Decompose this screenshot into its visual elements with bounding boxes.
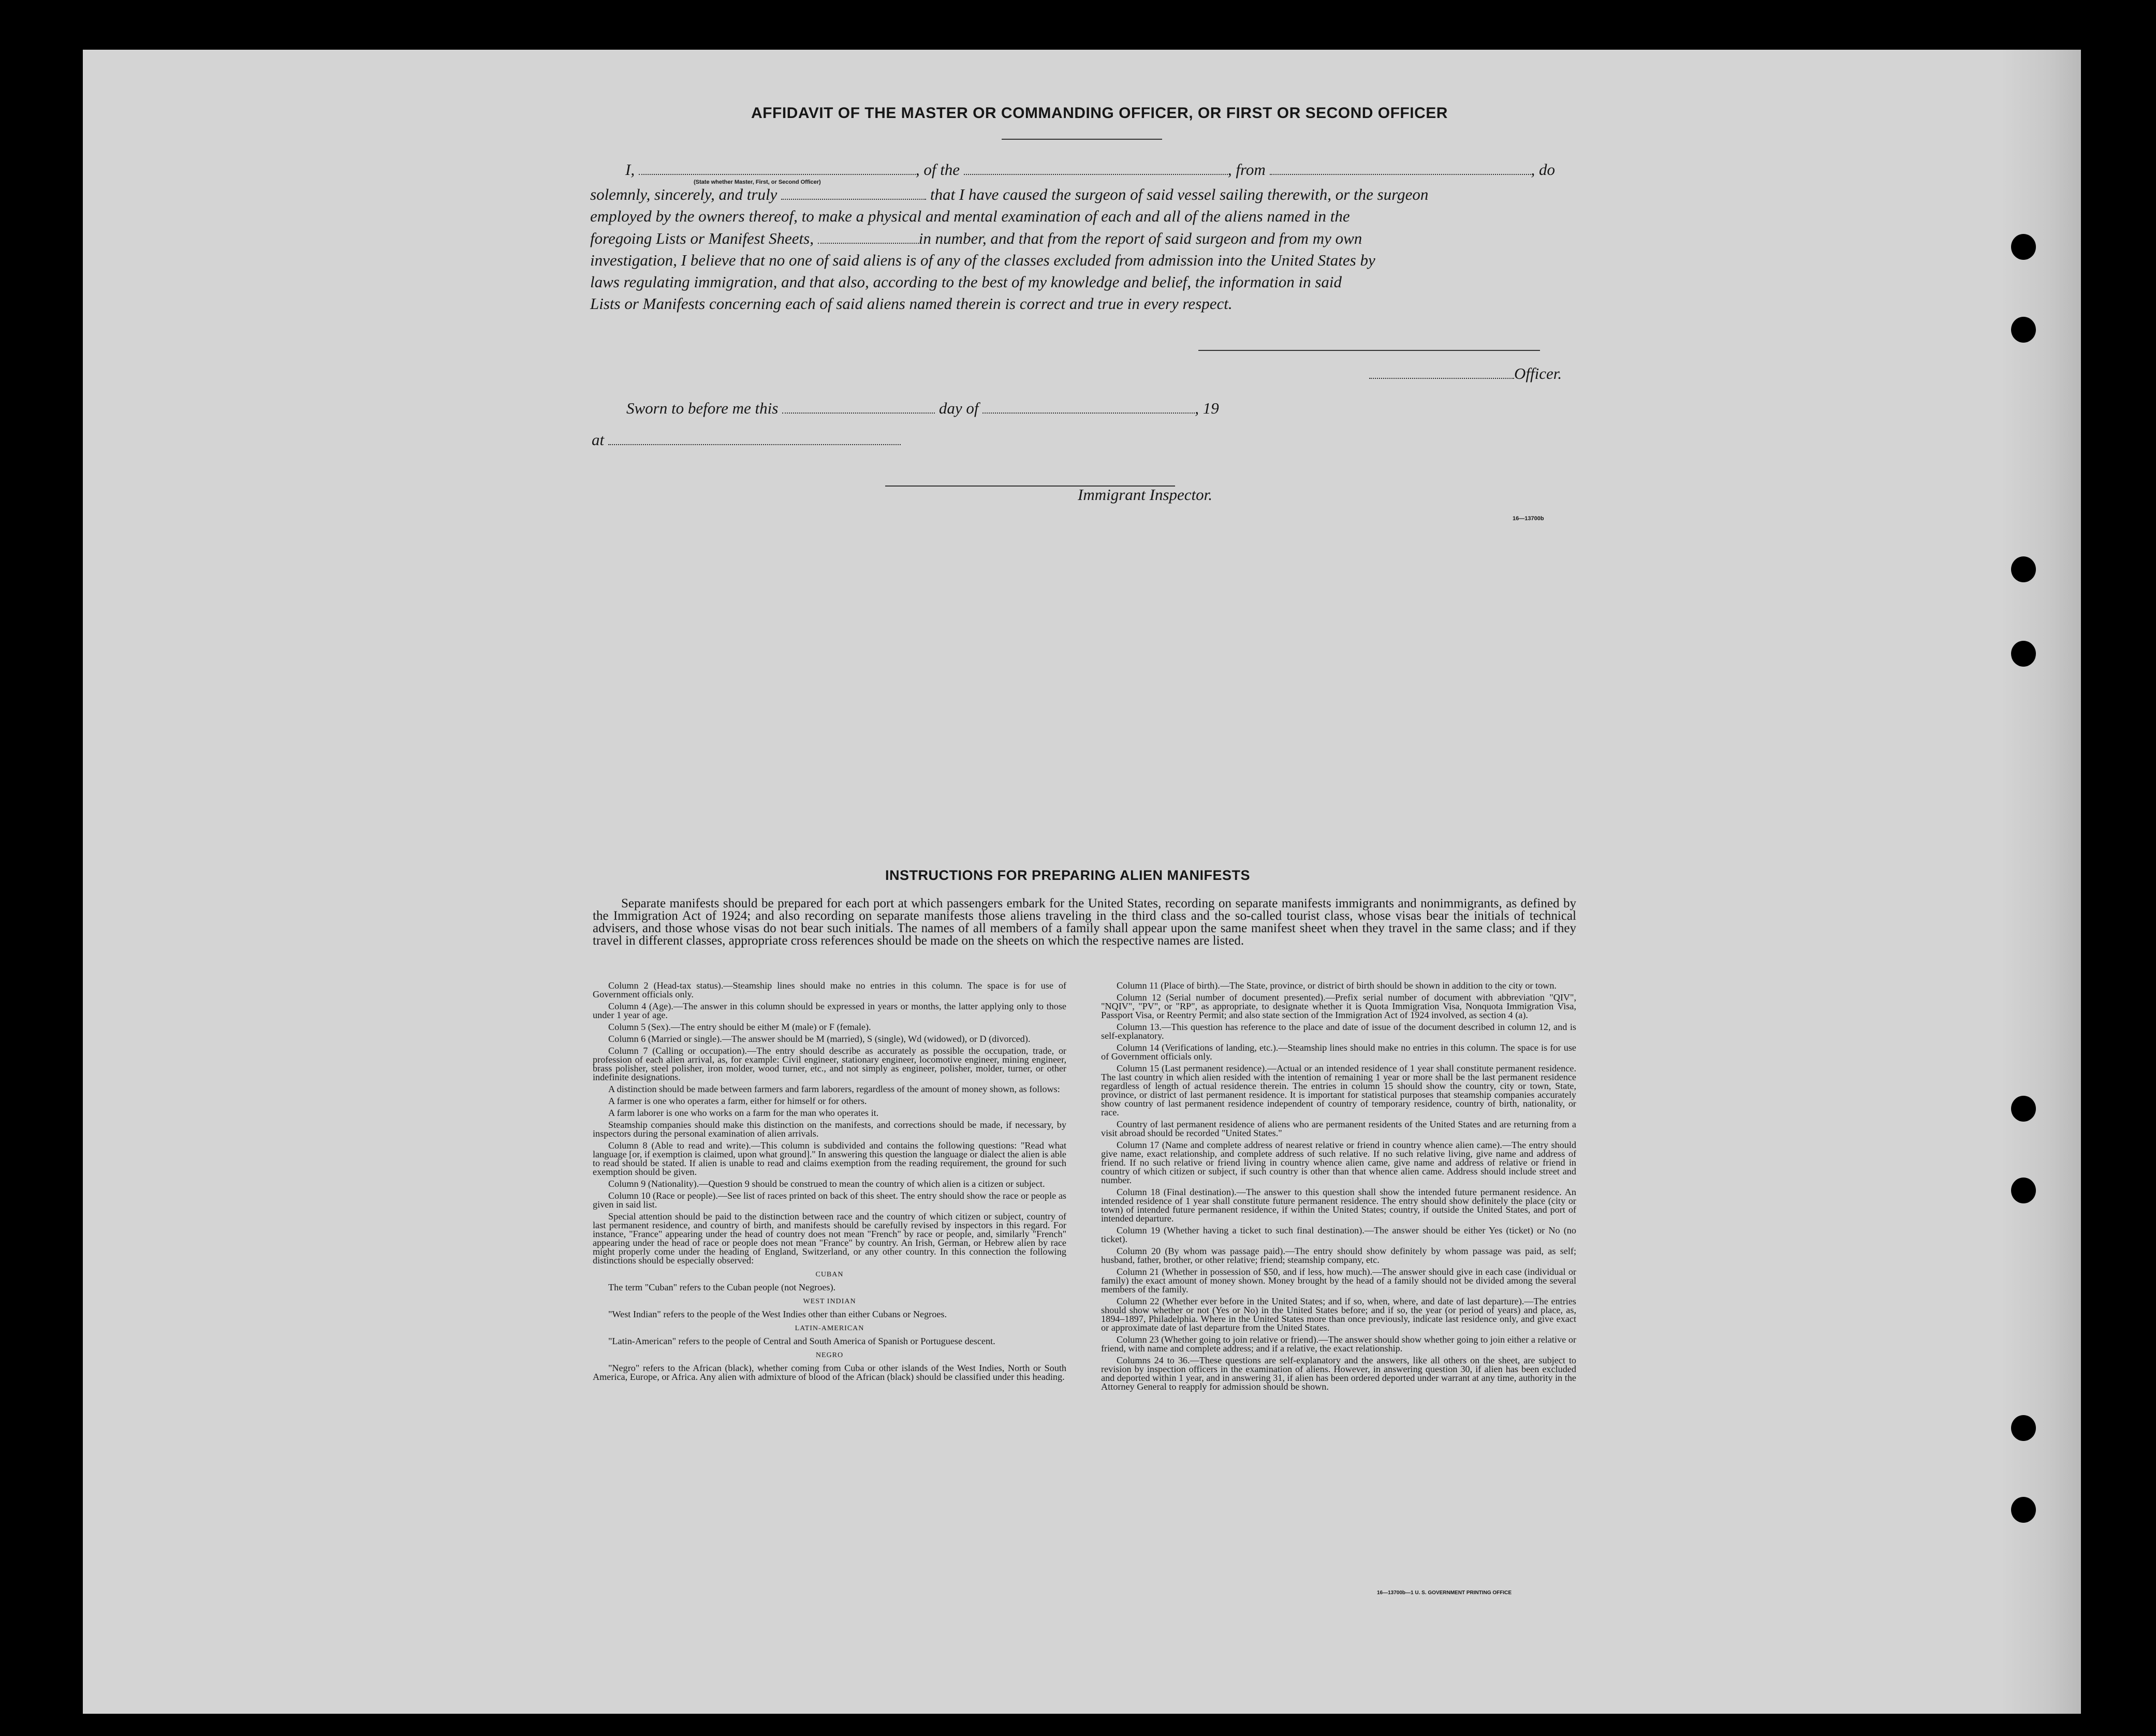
instruction-paragraph: Column 13.—This question has reference to the place and date of issue of the document described in column 12, and is self-explanatory. (1101, 1022, 1576, 1041)
instruction-paragraph: A farm laborer is one who works on a farm for the man who operates it. (608, 1108, 879, 1118)
footer-reference: 16—13700b—1 U. S. GOVERNMENT PRINTING OFFICE (1377, 1590, 1512, 1596)
officer-label: Officer. (1514, 364, 1562, 382)
instruction-paragraph: Column 20 (By whom was passage paid).—The entry should show definitely by whom passage was paid, as self; husband, father, brother, or other relative; friend; steamship company, etc. (1101, 1246, 1576, 1265)
instruction-paragraph: Columns 24 to 36.—These questions are self-explanatory and the answers, like all others on the sheet, are subject to revision by inspection officers in the examination of aliens. However, in answering question 30, if alien has been excluded and deported within 1 year, and in answering 31, if alien has been ordered deported under warrant at any time, authority in the Attorney General to reapply for admission should be shown. (1101, 1355, 1576, 1392)
punch-hole (2011, 1178, 2036, 1203)
instruction-paragraph: Column 15 (Last permanent residence).—Actual or an intended residence of 1 year shall constitute permanent residence. The last country in which alien resided with the intention of remaining 1 year or more shall be the last permanent residence regardless of length of actual residence therein. The entries in column 15 should show the country, city or town, State, province, or district of last permanent residence. It is important for statistical purposes that steamship companies accurately show country of last permanent residence independent of country of temporary residence, country of birth, nationality, or race. (1101, 1063, 1576, 1117)
instruction-paragraph: "Negro" refers to the African (black), whether coming from Cuba or other islands of the West Indies, North or South America, Europe, or Africa. Any alien with admixture of blood of the African (black) should be classified under this heading. (593, 1363, 1066, 1382)
day-of-label: day of (938, 399, 979, 417)
instruction-paragraph: Country of last permanent residence of aliens who are permanent residents of the United States and are returning from a visit abroad should be recorded "United States." (1101, 1119, 1576, 1138)
affidavit-text: in number, and that from the report of said surgeon and from my own (918, 229, 1362, 247)
affidavit-line-4 (590, 229, 1362, 248)
instruction-paragraph: A distinction should be made between farmers and farm laborers, regardless of the amount of money shown, as follows: (608, 1084, 1060, 1094)
section-heading: LATIN-AMERICAN (795, 1325, 864, 1332)
instruction-paragraph: Column 6 (Married or single).—The answer should be M (married), S (single), Wd (widowed), or D (divorced). (608, 1034, 1031, 1044)
sworn-line (626, 399, 1219, 418)
instruction-paragraph: Column 7 (Calling or occupation).—The entry should describe as accurately as possible the occupation, trade, or profession of each alien arrival, as, for example: Civil engineer, stationary engineer, locomotive engineer, mining engineer, brass polisher, steel polisher, iron molder, wood turner, etc., and not simply as engineer, polisher, molder, turner, or other indefinite designations. (593, 1046, 1066, 1082)
instruction-paragraph: Column 4 (Age).—The answer in this column should be expressed in years or months, the latter applying only to those under 1 year of age. (593, 1001, 1066, 1020)
at-label: at (592, 431, 605, 449)
affidavit-line-6: laws regulating immigration, and that also, according to the best of my knowledge and belief, the information in said (590, 273, 1342, 291)
instruction-paragraph: The term "Cuban" refers to the Cuban people (not Negroes). (608, 1282, 836, 1292)
punch-hole (2011, 1096, 2036, 1122)
instruction-paragraph: Column 22 (Whether ever before in the United States; and if so, when, where, and date of last departure).—The entries should show whether or not (Yes or No) in the United States before; and if so, the year (or period of years) and place, as, 1894–1897, Philadelphia. Where in the United States more than once previously, indicate last residence only, and give exact or approximate date of last departure from the United States. (1101, 1296, 1576, 1333)
officer-line (1369, 364, 1562, 383)
instruction-paragraph: A farmer is one who operates a farm, either for himself or for others. (608, 1096, 867, 1106)
punch-hole (2011, 317, 2036, 343)
instructions-intro: Separate manifests should be prepared for each port at which passengers embark for the United States, recording on separate manifests immigrants and nonimmigrants, as defined by the Immigration Act of 1924; and also recording on separate manifests those aliens traveling in the third class and the so-called tourist class, whose visas bear the initials of technical advisers, and those whose visas do not bear such initials. The names of all members of a family shall appear upon the same manifest sheet when they travel in the same class; and if they travel in different classes, appropriate cross references should be made on the sheets on which the respective names are listed. (593, 896, 1576, 948)
instruction-paragraph: "Latin-American" refers to the people of Central and South America of Spanish or Portuguese descent. (608, 1336, 995, 1346)
section-heading: WEST INDIAN (803, 1298, 856, 1305)
sheet-right-edge (2001, 50, 2081, 1714)
instruction-paragraph: Column 21 (Whether in possession of $50, and if less, how much).—The answer should give in each case (individual or family) the exact amount of money shown. Money brought by the head of a family should not be divided among the several members of the family. (1101, 1267, 1576, 1294)
instruction-paragraph: Special attention should be paid to the distinction between race and the country of which citizen or subject, country of last permanent residence, and country of birth, and manifests should be carefully revised by inspectors in this regard. For instance, "France" appearing under the head of country does not mean "French" by race or people, and, similarly "French" appearing under the head of race or people does not mean "France" by country. An Irish, German, or Hebrew alien by race might properly come under the heading of England, Switzerland, or any other country. In this connection the following distinctions should be especially observed: (593, 1211, 1066, 1266)
affidavit-line-5: investigation, I believe that no one of said aliens is of any of the classes excluded from admission into the United States by (590, 251, 1375, 269)
instruction-paragraph: Column 8 (Able to read and write).—This column is subdivided and contains the following questions: "Read what language [or, if exemption is claimed, upon what ground]." In answering this question the language or dialect the alien is able to read should be stated. If alien is unable to read and claims exemption from the reading requirement, the ground for such exemption should be given. (593, 1140, 1066, 1177)
instructions-title: INSTRUCTIONS FOR PREPARING ALIEN MANIFESTS (885, 867, 1251, 883)
instruction-paragraph: Steamship companies should make this distinction on the manifests, and corrections should be made, if necessary, by inspectors during the personal examination of alien arrivals. (593, 1120, 1066, 1139)
sworn-label: Sworn to before me this (626, 399, 779, 417)
instruction-paragraph: Column 17 (Name and complete address of nearest relative or friend in country whence alien came).—The entry should give name, exact relationship, and complete address of such relative. If no such relative living, give name and address of friend. If no such relative or friend living in country whence alien came, give name and address of relative or friend in country of which citizen or subject, if such country is other than that whence alien came. Address should include street and number. (1101, 1140, 1576, 1185)
affidavit-text: that I have caused the surgeon of said vessel sailing therewith, or the surgeon (930, 185, 1429, 203)
instructions-right-column (1101, 981, 1576, 1394)
instruction-paragraph: Column 5 (Sex).—The entry should be either M (male) or F (female). (608, 1022, 871, 1032)
punch-hole (2011, 556, 2036, 582)
instruction-paragraph: Column 11 (Place of birth).—The State, province, or district of birth should be shown in addition to the city or town. (1117, 980, 1557, 991)
section-heading: NEGRO (815, 1351, 844, 1359)
punch-hole (2011, 234, 2036, 260)
form-reference: 16—13700b (1513, 516, 1544, 522)
instruction-paragraph: Column 19 (Whether having a ticket to such final destination).—The answer should be either Yes (ticket) or No (no ticket). (1101, 1225, 1576, 1244)
affidavit-i: I, (625, 160, 635, 179)
punch-hole (2011, 641, 2036, 667)
signature-line (1198, 350, 1540, 351)
affidavit-title: AFFIDAVIT OF THE MASTER OR COMMANDING OFFICER, OR FIRST OR SECOND OFFICER (751, 105, 1448, 122)
affidavit-text: foregoing Lists or Manifest Sheets, (590, 229, 814, 247)
instructions-left-column (593, 981, 1066, 1385)
affidavit-of-the: , of the (915, 160, 960, 179)
instruction-paragraph: Column 12 (Serial number of document presented).—Prefix serial number of document with abbreviation "QIV", "NQIV", "PV", or "RP", as appropriate, to designate whether it is Quota Immigration Visa, Nonquota Immigration Visa, Passport Visa, or Reentry Permit; and also state section of the Immigration Act of 1924 involved, as section 4 (a). (1101, 992, 1576, 1020)
affidavit-from: , from (1227, 160, 1266, 179)
instruction-paragraph: Column 18 (Final destination).—The answer to this question shall show the intended future permanent residence. An intended residence of 1 year shall constitute future permanent residence. The entry should show definitely the place (city or town) of intended future permanent residence, if within the United States; country, if outside the United States, and port of intended departure. (1101, 1187, 1576, 1224)
punch-hole (2011, 1415, 2036, 1441)
affidavit-line-2 (590, 185, 1428, 204)
title-underline (1002, 139, 1162, 140)
section-heading: CUBAN (815, 1271, 844, 1278)
punch-hole (2011, 1497, 2036, 1523)
instruction-paragraph: Column 2 (Head-tax status).—Steamship lines should make no entries in this column. The space is for use of Government officials only. (593, 980, 1066, 999)
affidavit-line-7: Lists or Manifests concerning each of said aliens named therein is correct and true in every respect. (590, 295, 1233, 313)
officer-note: (State whether Master, First, or Second Officer) (694, 179, 821, 185)
instruction-paragraph: Column 9 (Nationality).—Question 9 should be construed to mean the country of which alien is a citizen or subject. (608, 1179, 1045, 1189)
instruction-paragraph: Column 10 (Race or people).—See list of races printed on back of this sheet. The entry should show the race or people as given in said list. (593, 1190, 1066, 1210)
affidavit-line-1 (625, 160, 1555, 179)
instruction-paragraph: Column 23 (Whether going to join relative or friend).—The answer should show whether going to join either a relative or friend, with name and complete address; and if a relative, the exact relationship. (1101, 1334, 1576, 1354)
affidavit-text: solemnly, sincerely, and truly (590, 185, 778, 203)
instruction-paragraph: "West Indian" refers to the people of the West Indies other than either Cubans or Negroes. (608, 1309, 947, 1319)
at-line (592, 431, 901, 449)
instruction-paragraph: Column 14 (Verifications of landing, etc.).—Steamship lines should make no entries in this column. The space is for use of Government officials only. (1101, 1042, 1576, 1062)
year-label: , 19 (1195, 399, 1219, 417)
affidavit-line-3: employed by the owners thereof, to make a physical and mental examination of each and all of the aliens named in the (590, 207, 1350, 225)
inspector-label: Immigrant Inspector. (1078, 486, 1213, 504)
affidavit-do: , do (1531, 160, 1555, 179)
